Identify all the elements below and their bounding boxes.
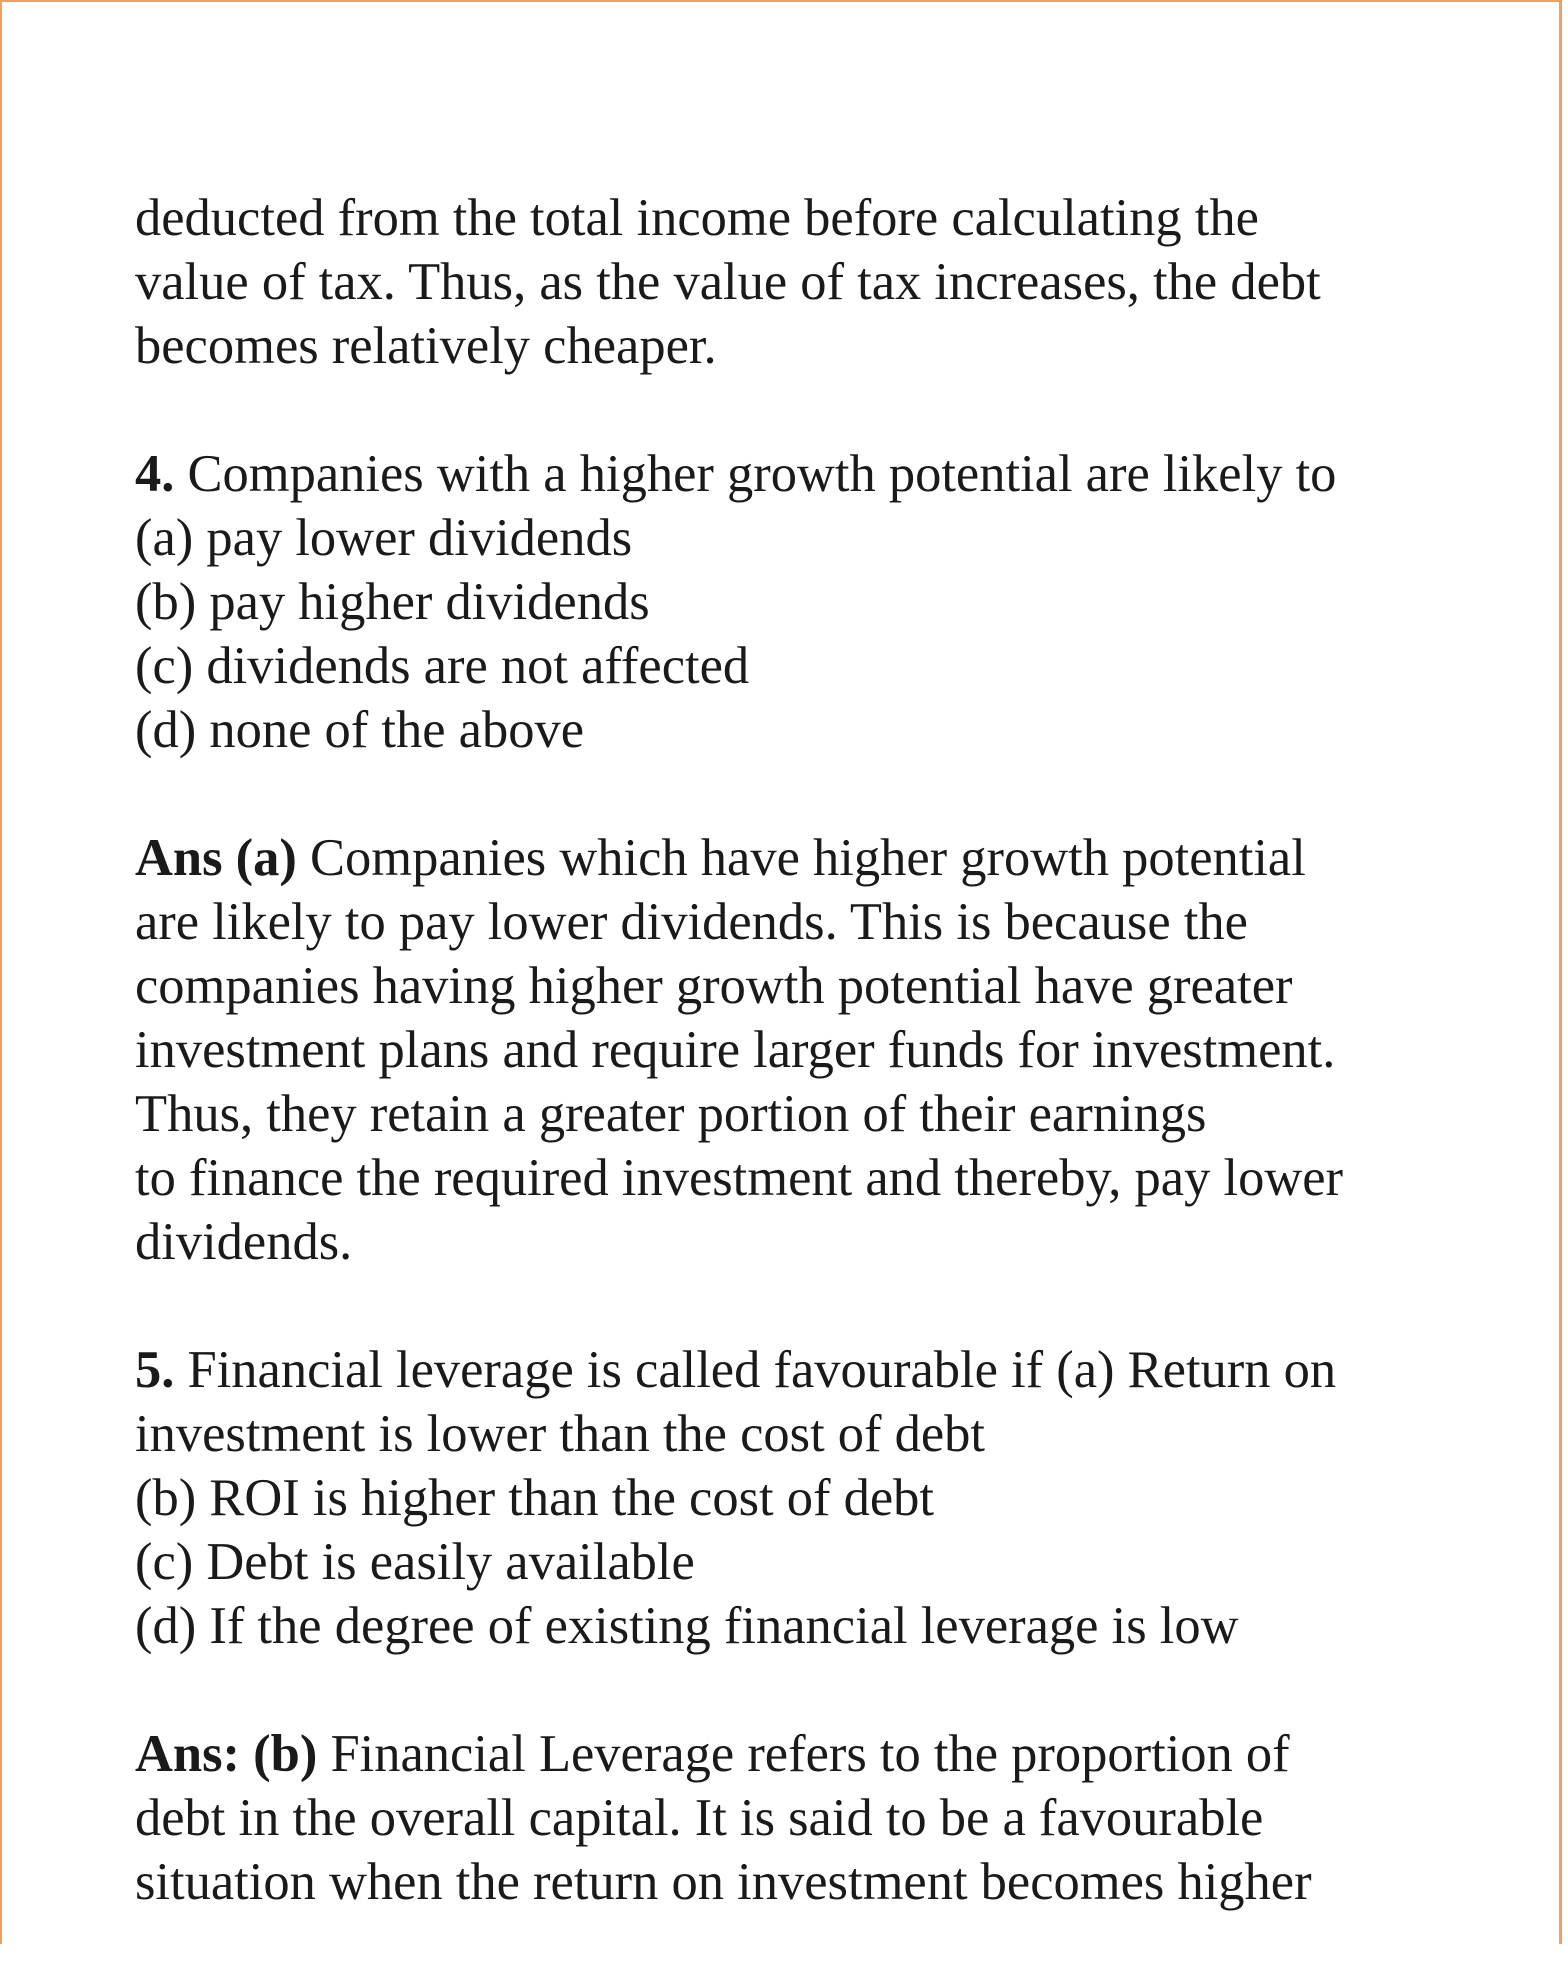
option-d: (d) none of the above (135, 701, 584, 759)
question-5-stem (135, 1338, 1435, 1402)
answer-label: Ans: (b) (135, 1725, 318, 1783)
question-4-stem (135, 442, 1435, 506)
text-line: becomes relatively cheaper. (135, 317, 717, 375)
option-c: (c) Debt is easily available (135, 1533, 695, 1591)
option-a: (a) pay lower dividends (135, 509, 633, 567)
answer-text: Financial Leverage refers to the proportion of (317, 1725, 1290, 1783)
question-number: 4. (135, 445, 175, 503)
text-line: situation when the return on investment becomes higher (135, 1853, 1312, 1911)
text-line: investment is lower than the cost of debt (135, 1405, 986, 1463)
answer-4 (135, 826, 1435, 1274)
text-line: companies having higher growth potential have greater (135, 957, 1293, 1015)
text-line: deducted from the total income before calculating the (135, 189, 1259, 247)
question-number: 5. (135, 1341, 175, 1399)
option-d: (d) If the degree of existing financial leverage is low (135, 1597, 1239, 1655)
option-b: (b) pay higher dividends (135, 573, 650, 631)
answer-5 (135, 1722, 1435, 1914)
answer-label: Ans (a) (135, 829, 297, 887)
question-4 (135, 442, 1435, 762)
question-text: Companies with a higher growth potential are likely to (174, 445, 1337, 503)
page-content (135, 186, 1435, 1978)
option-b: (b) ROI is higher than the cost of debt (135, 1469, 934, 1527)
answer-4-first-line (135, 826, 1435, 890)
text-line: are likely to pay lower dividends. This is because the (135, 893, 1248, 951)
question-text: Financial leverage is called favourable if (a) Return on (174, 1341, 1337, 1399)
text-line: value of tax. Thus, as the value of tax increases, the debt (135, 253, 1321, 311)
answer-text: Companies which have higher growth potential (296, 829, 1306, 887)
intro-paragraph (135, 186, 1435, 378)
option-c: (c) dividends are not affected (135, 637, 750, 695)
text-line: investment plans and require larger funds for investment. (135, 1021, 1336, 1079)
text-line: dividends. (135, 1213, 353, 1271)
text-line: debt in the overall capital. It is said to be a favourable (135, 1789, 1264, 1847)
question-5 (135, 1338, 1435, 1658)
text-line: Thus, they retain a greater portion of their earnings (135, 1085, 1207, 1143)
text-line: to finance the required investment and thereby, pay lower (135, 1149, 1344, 1207)
answer-5-first-line (135, 1722, 1435, 1786)
